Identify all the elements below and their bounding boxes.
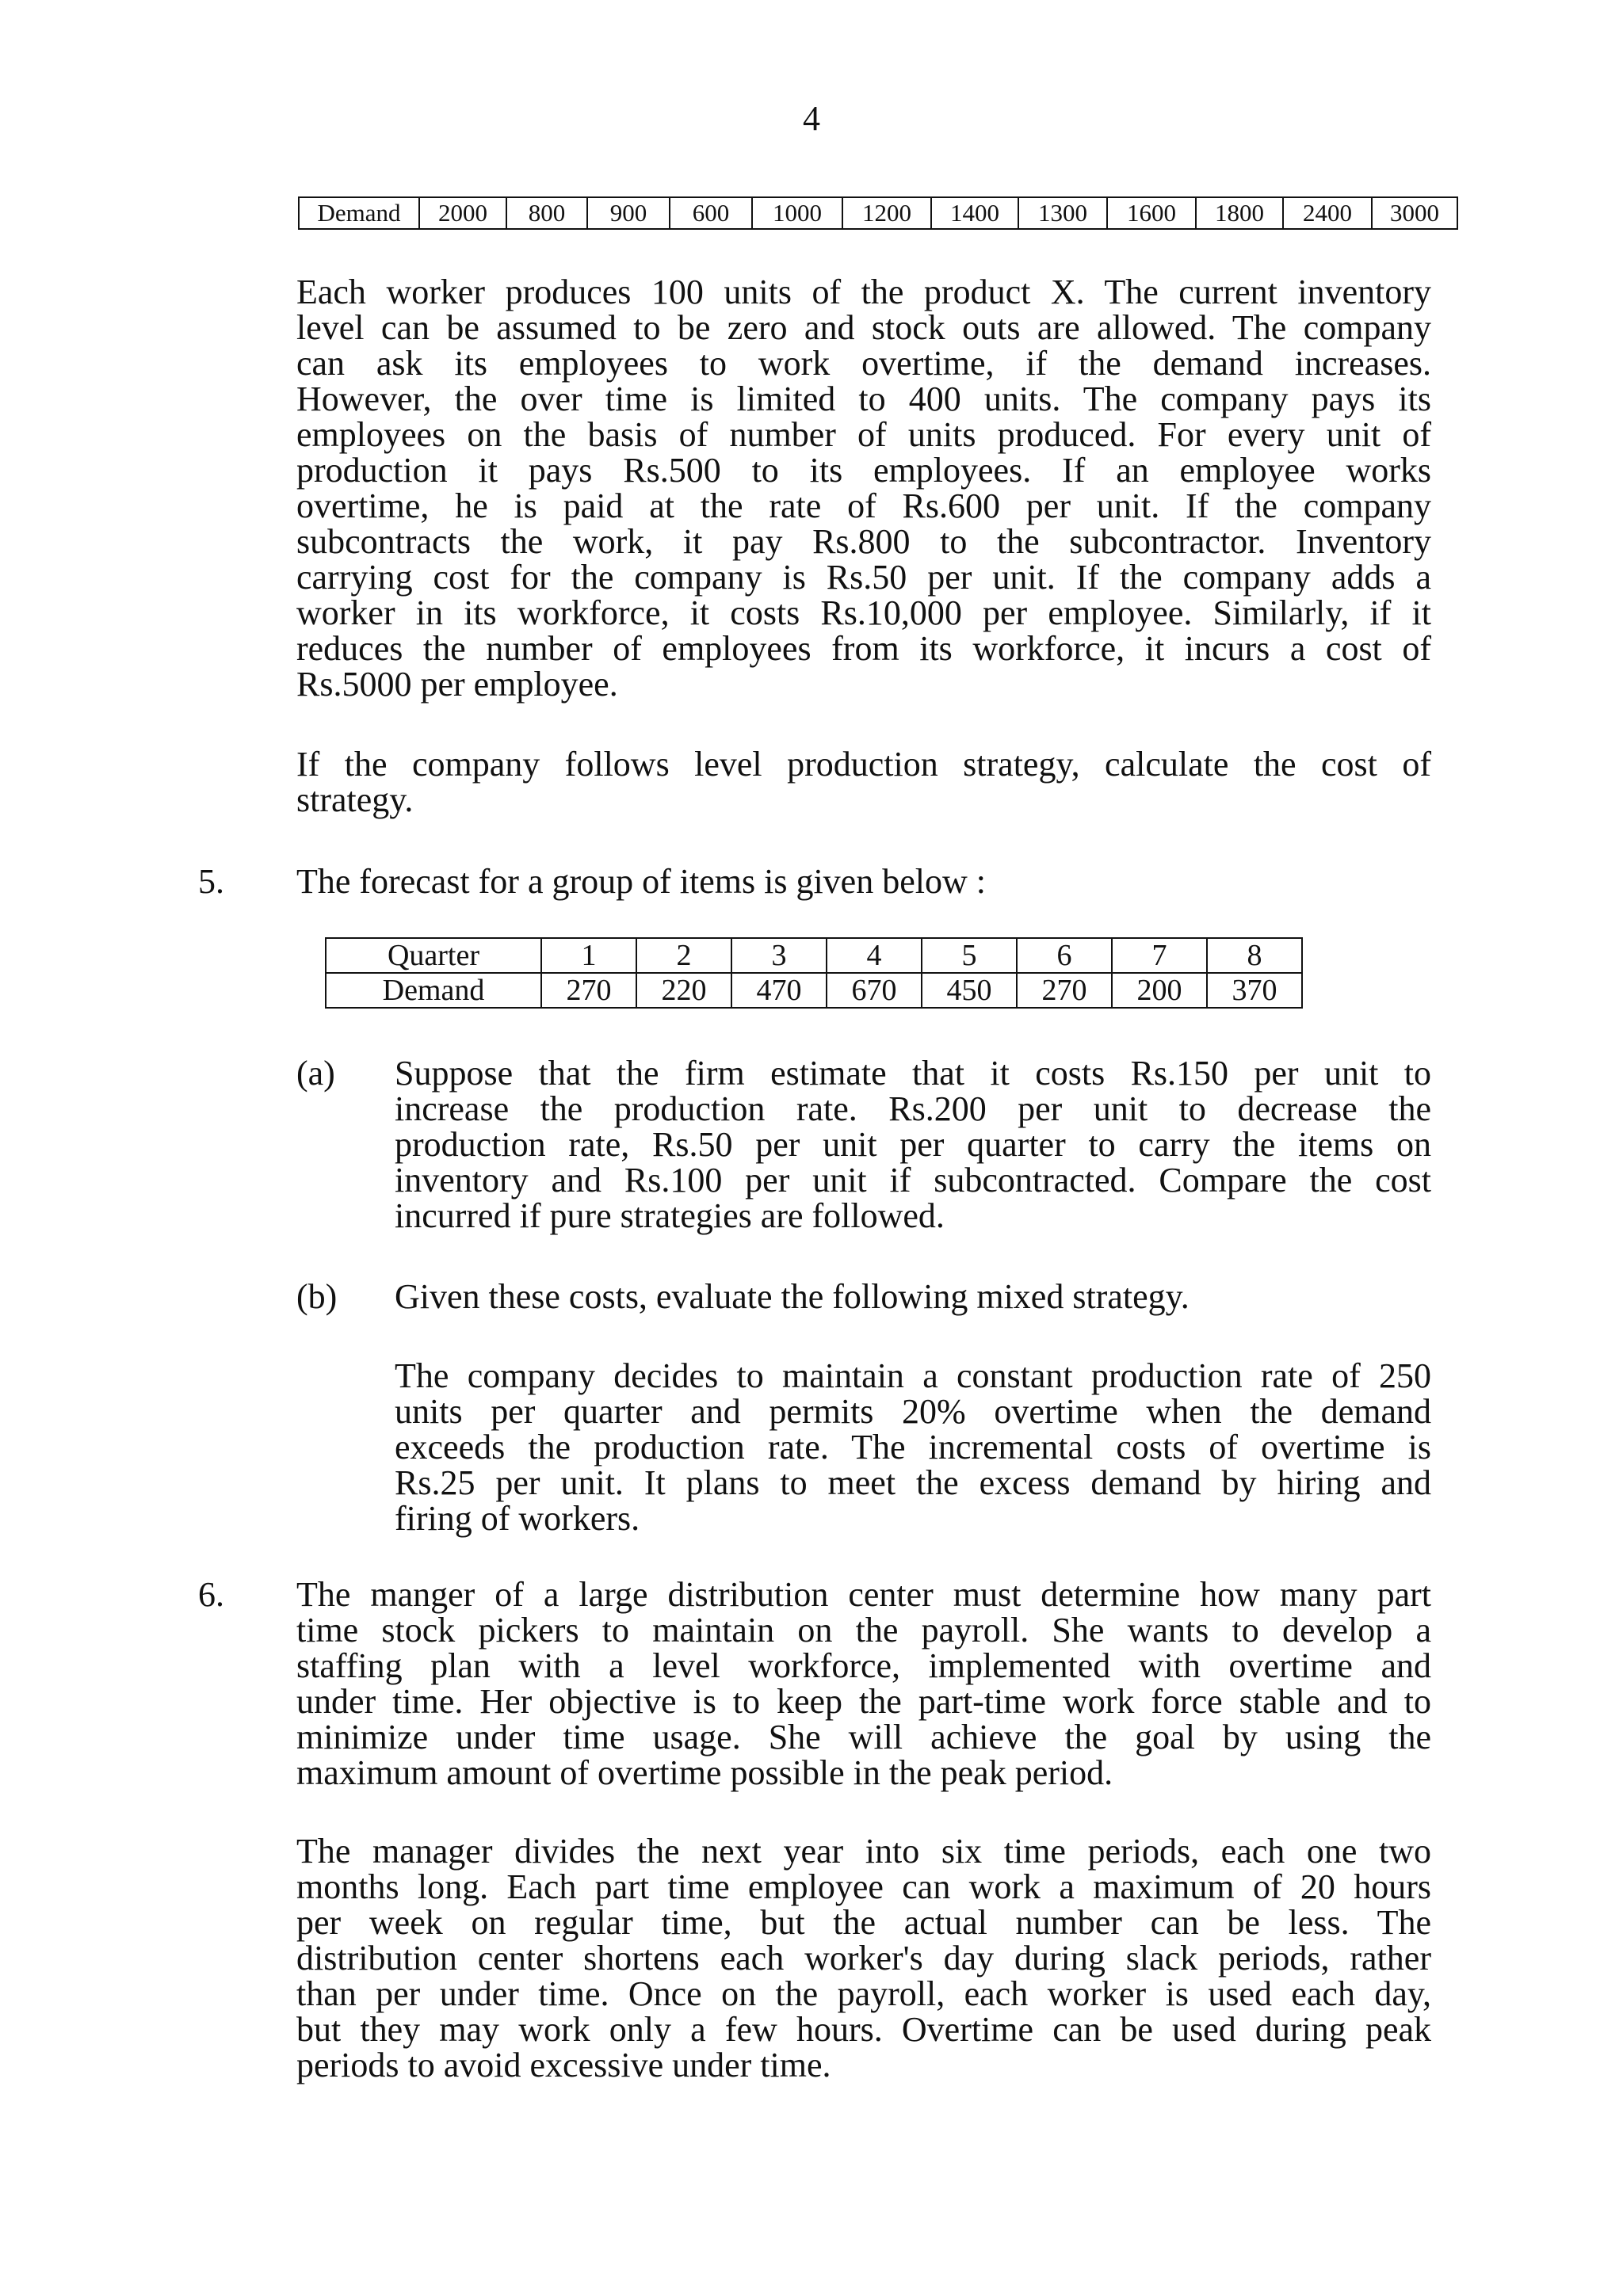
table-cell: 1800 bbox=[1196, 197, 1283, 229]
text-line: units per quarter and permits 20% overtime when the demand bbox=[395, 1392, 1431, 1431]
text-line: strategy. bbox=[296, 780, 414, 819]
text-line: but they may work only a few hours. Overtime can be used during peak bbox=[296, 2010, 1431, 2049]
text-line: staffing plan with a level workforce, implemented with overtime and bbox=[296, 1646, 1431, 1685]
table-cell: 470 bbox=[731, 973, 827, 1008]
question-6-paragraph-2 bbox=[296, 1833, 1431, 2083]
question-intro bbox=[296, 864, 1431, 899]
text-line: increase the production rate. Rs.200 per unit to decrease the bbox=[395, 1089, 1431, 1128]
subquestion-a-text bbox=[395, 1055, 1431, 1234]
text-line: The forecast for a group of items is given below : bbox=[296, 862, 986, 901]
table-cell: 200 bbox=[1112, 973, 1207, 1008]
table-header-cell: 5 bbox=[922, 938, 1017, 973]
text-line: inventory and Rs.100 per unit if subcontracted. Compare the cost bbox=[395, 1161, 1431, 1199]
table-cell: 1200 bbox=[842, 197, 931, 229]
table-cell: 800 bbox=[506, 197, 587, 229]
text-line: However, the over time is limited to 400 units. The company pays its bbox=[296, 379, 1431, 418]
table-cell-label: Demand bbox=[326, 973, 541, 1008]
table-cell: 1600 bbox=[1107, 197, 1196, 229]
table-cell: 450 bbox=[922, 973, 1017, 1008]
text-line: periods to avoid excessive under time. bbox=[296, 2046, 831, 2084]
text-line: The company decides to maintain a constant production rate of 250 bbox=[395, 1356, 1431, 1395]
table-row bbox=[326, 973, 1302, 1008]
table-cell: 2400 bbox=[1283, 197, 1372, 229]
text-line: Rs.5000 per employee. bbox=[296, 665, 618, 704]
table-cell: 3000 bbox=[1372, 197, 1457, 229]
text-line: Suppose that the firm estimate that it costs Rs.150 per unit to bbox=[395, 1054, 1431, 1093]
table-cell: 1000 bbox=[752, 197, 842, 229]
table-header-cell: 4 bbox=[827, 938, 922, 973]
table-header-cell: 6 bbox=[1017, 938, 1112, 973]
table-row bbox=[326, 938, 1302, 973]
table-cell-label: Demand bbox=[299, 197, 419, 229]
demand-table bbox=[298, 196, 1458, 230]
table-cell: 1400 bbox=[931, 197, 1018, 229]
text-line: overtime, he is paid at the rate of Rs.600 per unit. If the company bbox=[296, 486, 1431, 525]
text-line: worker in its workforce, it costs Rs.10,000 per employee. Similarly, if it bbox=[296, 593, 1431, 632]
text-line: Rs.25 per unit. It plans to meet the excess demand by hiring and bbox=[395, 1463, 1431, 1502]
table-cell: 1300 bbox=[1018, 197, 1107, 229]
text-line: exceeds the production rate. The incremental costs of overtime is bbox=[395, 1428, 1431, 1466]
table-cell: 220 bbox=[636, 973, 731, 1008]
text-line: The manager divides the next year into six time periods, each one two bbox=[296, 1832, 1431, 1871]
table-cell: 270 bbox=[541, 973, 636, 1008]
text-line: maximum amount of overtime possible in the peak period. bbox=[296, 1753, 1113, 1792]
text-line: time stock pickers to maintain on the payroll. She wants to develop a bbox=[296, 1611, 1431, 1650]
table-header-cell: 8 bbox=[1207, 938, 1302, 973]
text-line: reduces the number of employees from its workforce, it incurs a cost of bbox=[296, 629, 1431, 668]
table-header-cell: 2 bbox=[636, 938, 731, 973]
text-line: distribution center shortens each worker's day during slack periods, rather bbox=[296, 1939, 1431, 1978]
page-number: 4 bbox=[803, 99, 820, 138]
table-cell: 270 bbox=[1017, 973, 1112, 1008]
text-line: can ask its employees to work overtime, if the demand increases. bbox=[296, 344, 1431, 383]
table-header-cell: 7 bbox=[1112, 938, 1207, 973]
table-row bbox=[299, 197, 1457, 229]
text-line: per week on regular time, but the actual number can be less. The bbox=[296, 1903, 1431, 1942]
table-cell: 600 bbox=[670, 197, 752, 229]
text-line: subcontracts the work, it pay Rs.800 to the subcontractor. Inventory bbox=[296, 522, 1431, 561]
question-6-paragraph-1 bbox=[296, 1577, 1431, 1791]
table-header-cell: Quarter bbox=[326, 938, 541, 973]
text-line: employees on the basis of number of units produced. For every unit of bbox=[296, 415, 1431, 454]
text-line: months long. Each part time employee can work a maximum of 20 hours bbox=[296, 1867, 1431, 1906]
question-number: 5. bbox=[198, 862, 224, 901]
text-line: production it pays Rs.500 to its employees. If an employee works bbox=[296, 451, 1431, 490]
paragraph-level-strategy bbox=[296, 746, 1431, 818]
text-line: minimize under time usage. She will achieve the goal by using the bbox=[296, 1718, 1431, 1756]
text-line: than per under time. Once on the payroll, each worker is used each day, bbox=[296, 1974, 1431, 2013]
text-line: carrying cost for the company is Rs.50 per unit. If the company adds a bbox=[296, 558, 1431, 597]
text-line: firing of workers. bbox=[395, 1499, 640, 1538]
text-line: under time. Her objective is to keep the part-time work force stable and to bbox=[296, 1682, 1431, 1721]
text-line: production rate, Rs.50 per unit per quarter to carry the items on bbox=[395, 1125, 1431, 1164]
forecast-table bbox=[325, 937, 1303, 1009]
table-cell: 670 bbox=[827, 973, 922, 1008]
subquestion-label-b: (b) bbox=[296, 1277, 338, 1316]
text-line: level can be assumed to be zero and stock outs are allowed. The company bbox=[296, 308, 1431, 347]
text-line: The manger of a large distribution center must determine how many part bbox=[296, 1575, 1431, 1614]
text-line: Given these costs, evaluate the following mixed strategy. bbox=[395, 1277, 1190, 1316]
subquestion-b-text bbox=[395, 1358, 1431, 1536]
table-header-cell: 3 bbox=[731, 938, 827, 973]
table-header-cell: 1 bbox=[541, 938, 636, 973]
subquestion-label-a: (a) bbox=[296, 1054, 335, 1093]
paragraph-worker-costs bbox=[296, 274, 1431, 702]
table-cell: 900 bbox=[587, 197, 670, 229]
question-number: 6. bbox=[198, 1575, 224, 1614]
subquestion-b-intro bbox=[395, 1279, 1431, 1314]
text-line: Each worker produces 100 units of the product X. The current inventory bbox=[296, 273, 1431, 311]
table-cell: 2000 bbox=[419, 197, 506, 229]
text-line: If the company follows level production strategy, calculate the cost of bbox=[296, 745, 1431, 784]
text-line: incurred if pure strategies are followed. bbox=[395, 1196, 945, 1235]
table-cell: 370 bbox=[1207, 973, 1302, 1008]
